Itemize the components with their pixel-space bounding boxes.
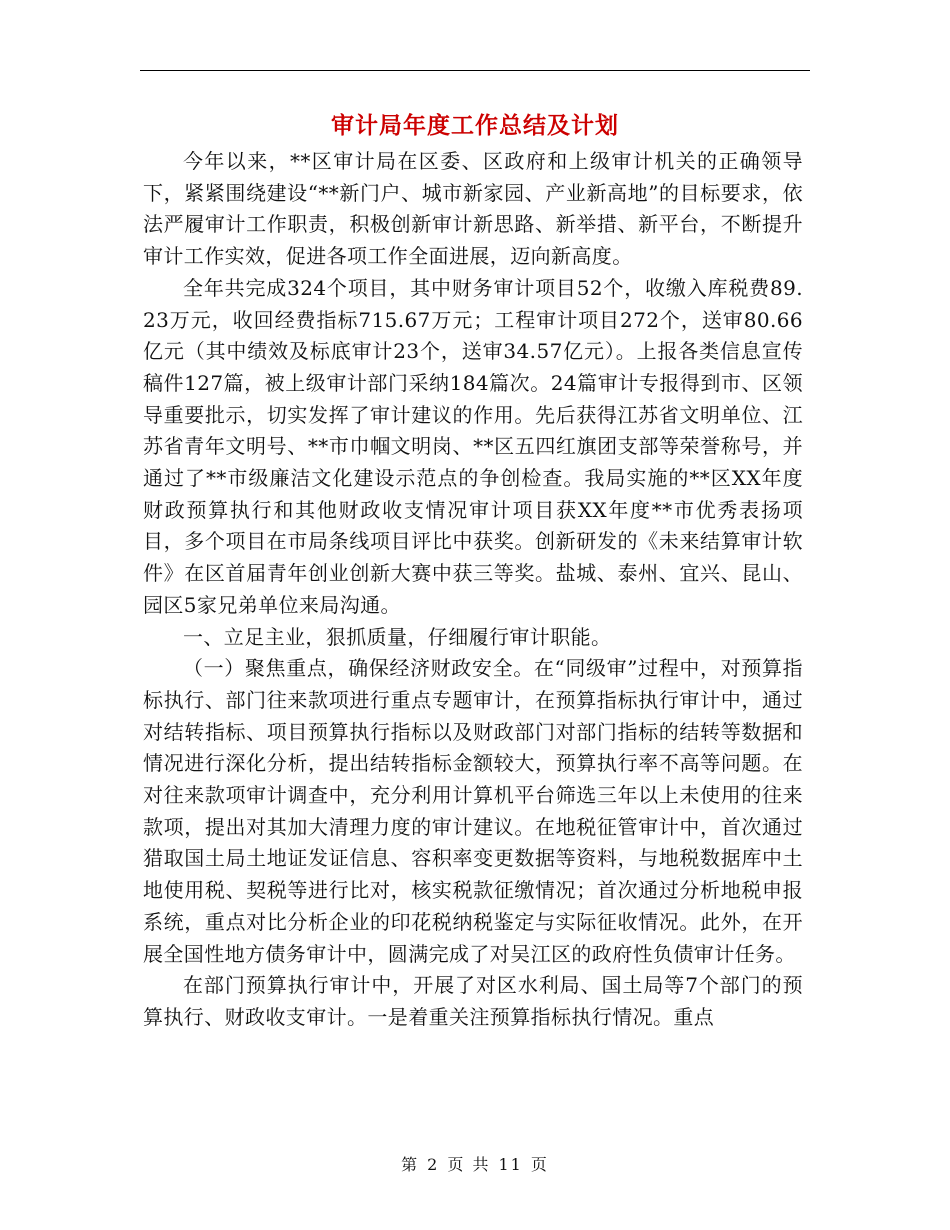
paragraph-intro: 今年以来，**区审计局在区委、区政府和上级审计机关的正确领导下，紧紧围绕建设“**新门户、城市新家园、产业新高地”的目标要求，依法严履审计工作职责，积极创新审计新思路、新举措、新平台，不断提升审计工作实效，促进各项工作全面进展，迈向新高度。 <box>143 149 803 269</box>
footer-prefix: 第 <box>401 1155 420 1174</box>
footer-current-page: 2 <box>427 1155 440 1174</box>
page-footer <box>0 1152 950 1175</box>
document-title: 审计局年度工作总结及计划 <box>331 112 619 139</box>
section-heading-1: 一、立足主业，狠抓质量，仔细履行审计职能。 <box>183 624 612 649</box>
footer-suffix: 页 <box>530 1155 549 1174</box>
document-body <box>143 146 803 1034</box>
paragraph-summary: 全年共完成324个项目，其中财务审计项目52个，收缴入库税费89.23万元，收回经费指标715.67万元；工程审计项目272个，送审80.66亿元（其中绩效及标底审计23个，送审34.57亿元）。上报各类信息宣传稿件127篇，被上级审计部门采纳184篇次。24篇审计专报得到市、区领导重要批示，切实发挥了审计建议的作用。先后获得江苏省文明单位、江苏省青年文明号、**市巾帼文明岗、**区五四红旗团支部等荣誉称号，并通过了**市级廉洁文化建设示范点的争创检查。我局实施的**区XX年度财政预算执行和其他财政收支情况审计项目获XX年度**市优秀表扬项目，多个项目在市局条线项目评比中获奖。创新研发的《未来结算审计软件》在区首届青年创业创新大赛中获三等奖。盐城、泰州、宜兴、昆山、园区5家兄弟单位来局沟通。 <box>143 275 803 617</box>
paragraph-subsection-1: （一）聚焦重点，确保经济财政安全。在“同级审”过程中，对预算指标执行、部门往来款项进行重点专题审计，在预算指标执行审计中，通过对结转指标、项目预算执行指标以及财政部门对部门指标的结转等数据和情况进行深化分析，提出结转指标金额较大，预算执行率不高等问题。在对往来款项审计调查中，充分利用计算机平台筛选三年以上未使用的往来款项，提出对其加大清理力度的审计建议。在地税征管审计中，首次通过猎取国土局土地证发证信息、容积率变更数据等资料，与地税数据库中土地使用税、契税等进行比对，核实税款征缴情况；首次通过分析地税申报系统，重点对比分析企业的印花税纳税鉴定与实际征收情况。此外，在开展全国性地方债务审计中，圆满完成了对吴江区的政府性负债审计任务。 <box>143 656 803 966</box>
header-rule <box>140 70 810 71</box>
footer-middle: 页 共 <box>447 1155 491 1174</box>
footer-total-pages: 11 <box>498 1155 523 1174</box>
paragraph-budget-audit: 在部门预算执行审计中，开展了对区水利局、国土局等7个部门的预算执行、财政收支审计。一是着重关注预算指标执行情况。重点 <box>143 973 803 1029</box>
